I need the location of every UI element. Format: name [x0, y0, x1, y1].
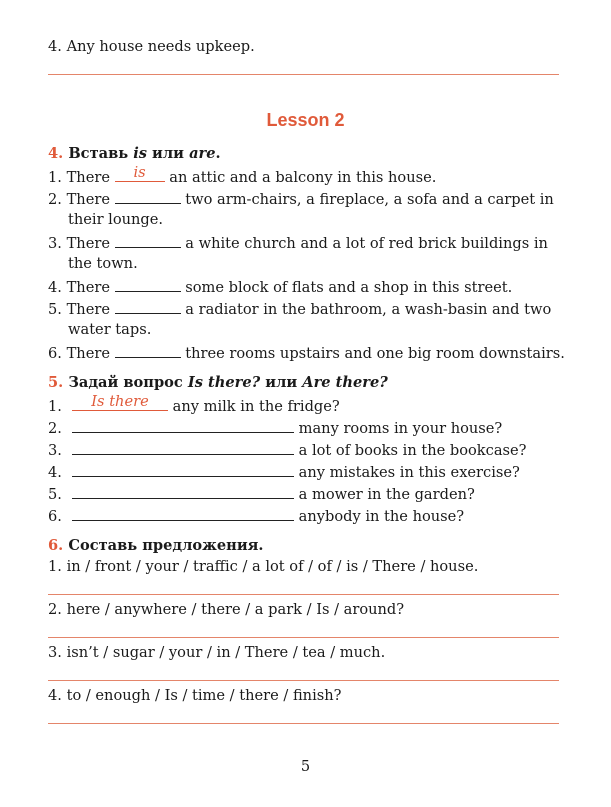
blank-field[interactable]: is: [115, 167, 165, 182]
blank-field[interactable]: Is there: [72, 396, 168, 411]
blank-field[interactable]: [115, 299, 181, 314]
task-4-item-3: 3. There a white church and a lot of red brick buildings in: [48, 235, 548, 252]
task-5-item-5: 5. a mower in the garden?: [48, 486, 475, 503]
blank-field[interactable]: [115, 277, 181, 292]
answer-line[interactable]: [48, 74, 559, 75]
task-4-item-1: 1. There is an attic and a balcony in this house.: [48, 164, 437, 186]
blank-field[interactable]: [72, 506, 294, 521]
task-4-item-2: 2. There two arm-chairs, a fireplace, a sofa and a carpet in: [48, 191, 554, 208]
blank-field[interactable]: [115, 189, 181, 204]
blank-field[interactable]: [72, 418, 294, 433]
task-6-item-4: 4. to / enough / Is / time / there / finish?: [48, 687, 342, 704]
answer-line[interactable]: [48, 594, 559, 595]
answer-line[interactable]: [48, 680, 559, 681]
task-4-heading: 4. Вставь is или are.: [48, 145, 221, 162]
answer-line[interactable]: [48, 723, 559, 724]
task-6-item-3: 3. isn’t / sugar / your / in / There / tea / much.: [48, 644, 386, 661]
answer-line[interactable]: [48, 637, 559, 638]
blank-field[interactable]: [72, 440, 294, 455]
task-5-item-1: 1. Is there any milk in the fridge?: [48, 393, 340, 415]
task-4-item-6: 6. There three rooms upstairs and one big room downstairs.: [48, 345, 565, 362]
task-4-item-5: 5. There a radiator in the bathroom, a wash-basin and two: [48, 301, 552, 318]
blank-field[interactable]: [72, 462, 294, 477]
lesson-title: Lesson 2: [266, 110, 345, 130]
task-5-heading: 5. Задай вопрос Is there? или Are there?: [48, 374, 388, 391]
blank-field[interactable]: [115, 233, 181, 248]
blank-field[interactable]: [115, 343, 181, 358]
task-6-item-1: 1. in / front / your / traffic / a lot of / of / is / There / house.: [48, 558, 479, 575]
task-5-item-2: 2. many rooms in your house?: [48, 420, 503, 437]
task-5-item-6: 6. anybody in the house?: [48, 508, 465, 525]
page-number: 5: [300, 758, 311, 775]
task-6-heading: 6. Составь предложения.: [48, 537, 264, 554]
top-item: 4. Any house needs upkeep.: [48, 38, 255, 55]
task-6-item-2: 2. here / anywhere / there / a park / Is / around?: [48, 601, 405, 618]
task-4-item-3-cont: the town.: [68, 255, 138, 272]
task-4-item-5-cont: water taps.: [68, 321, 152, 338]
task-5-item-4: 4. any mistakes in this exercise?: [48, 464, 520, 481]
task-5-item-3: 3. a lot of books in the bookcase?: [48, 442, 527, 459]
task-4-item-4: 4. There some block of flats and a shop in this street.: [48, 279, 513, 296]
task-4-item-2-cont: their lounge.: [68, 211, 164, 228]
blank-field[interactable]: [72, 484, 294, 499]
